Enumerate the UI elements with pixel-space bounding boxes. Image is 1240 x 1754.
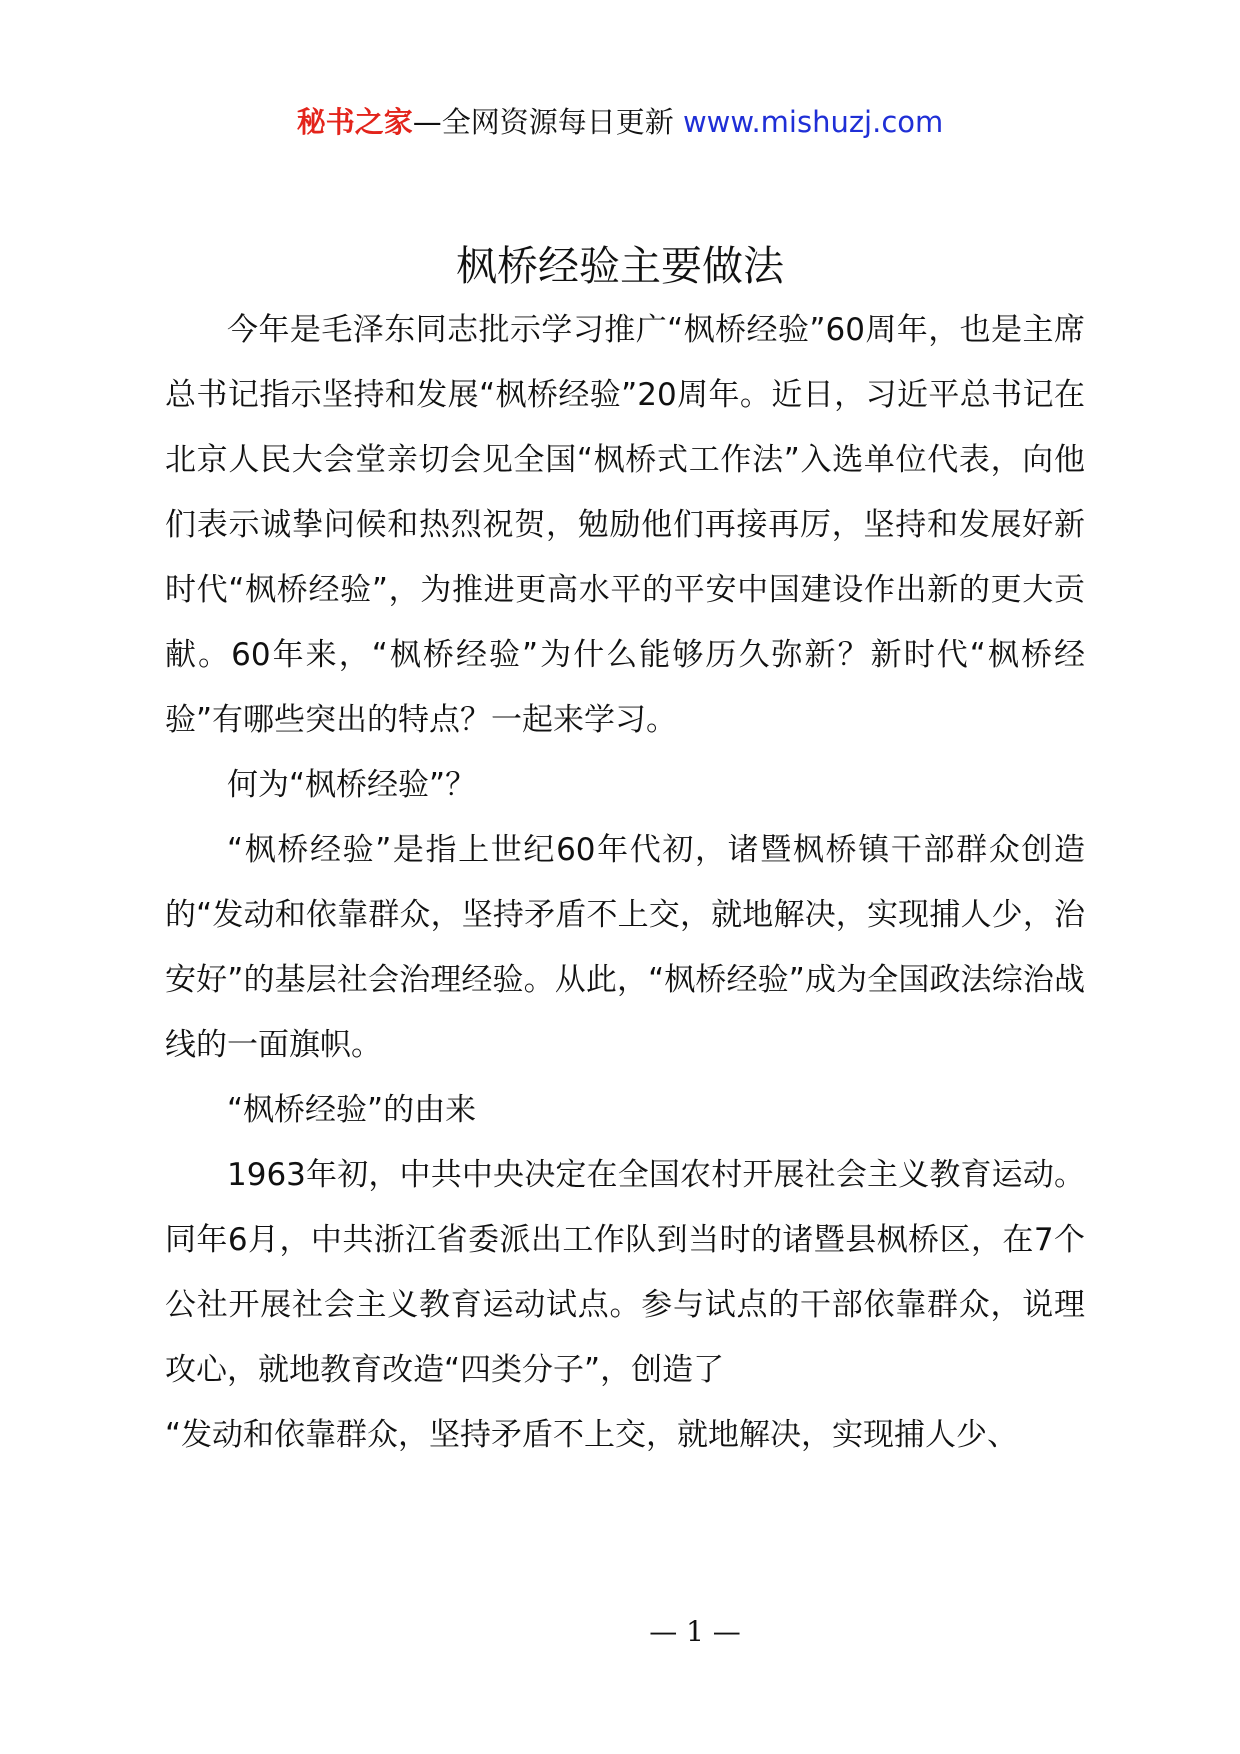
- history-continuation: “发动和依靠群众，坚持矛盾不上交，就地解决，实现捕人少、: [165, 1417, 1019, 1453]
- site-url-link[interactable]: www.mishuzj.com: [682, 105, 944, 139]
- document-title: 枫桥经验主要做法: [456, 242, 784, 290]
- section-heading-what-is: 何为“枫桥经验”？: [227, 767, 477, 803]
- site-brand: 秘书之家: [296, 105, 413, 139]
- intro-paragraph: 今年是毛泽东同志批示学习推广“枫桥经验”60周年，也是主席总书记指示坚持和发展“枫桥经验”20周年。近日，习近平总书记在北京人民大会堂亲切会见全国“枫桥式工作法”入选单位代表，向他们表示诚挚问候和热烈祝贺，勉励他们再接再厉，坚持和发展好新时代“枫桥经验”，为推进更高水平的平安中国建设作出新的更大贡献。60年来，“枫桥经验”为什么能够历久弥新？新时代“枫桥经验”有哪些突出的特点？一起来学习。: [165, 312, 1085, 738]
- section-heading-origin: “枫桥经验”的由来: [227, 1092, 477, 1128]
- document-body: [165, 298, 1085, 1468]
- page-number: — 1 —: [649, 1615, 741, 1648]
- site-banner: [0, 100, 1240, 144]
- history-paragraph: 1963年初，中共中央决定在全国农村开展社会主义教育运动。同年6月，中共浙江省委派出工作队到当时的诸暨县枫桥区，在7个公社开展社会主义教育运动试点。参与试点的干部依靠群众，说理攻心，就地教育改造“四类分子”，创造了: [165, 1157, 1085, 1388]
- site-slogan: —全网资源每日更新: [412, 105, 674, 139]
- definition-paragraph: “枫桥经验”是指上世纪60年代初，诸暨枫桥镇干部群众创造的“发动和依靠群众，坚持矛盾不上交，就地解决，实现捕人少，治安好”的基层社会治理经验。从此，“枫桥经验”成为全国政法综治战线的一面旗帜。: [165, 832, 1085, 1063]
